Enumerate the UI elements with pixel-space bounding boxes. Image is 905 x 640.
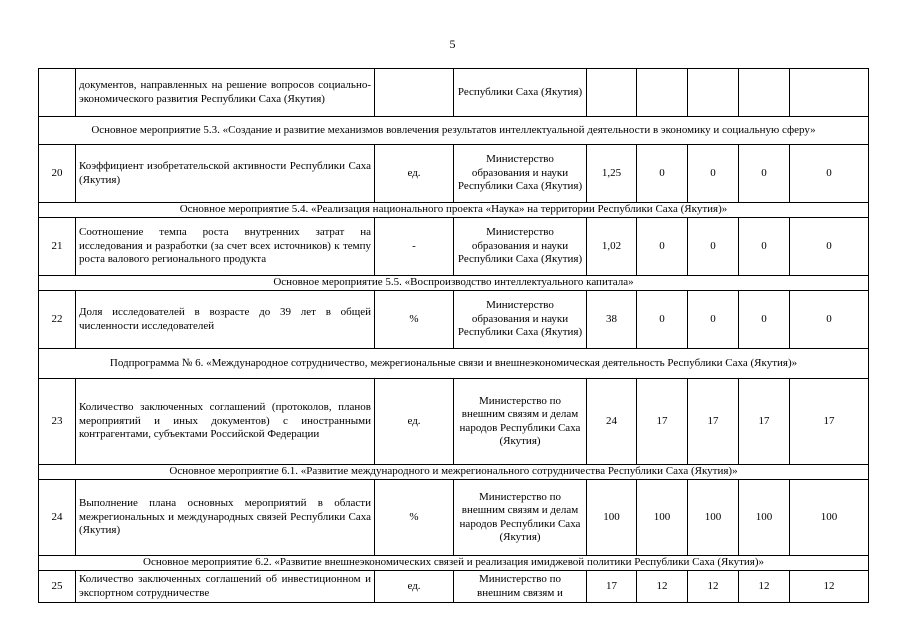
value-cell: 100 [790, 480, 869, 556]
value-cell: 0 [637, 291, 688, 349]
unit-cell: ед. [375, 571, 454, 603]
value-cell: 100 [739, 480, 790, 556]
section-header-row [39, 556, 869, 571]
row-number-cell: 24 [39, 480, 76, 556]
unit-cell: % [375, 480, 454, 556]
unit-cell [375, 69, 454, 117]
responsible-body-cell: Министерство по внешним связям и делам народов Республики Саха (Якутия) [454, 379, 587, 465]
value-cell [739, 69, 790, 117]
value-cell: 0 [688, 145, 739, 203]
section-title: Основное мероприятие 5.3. «Создание и развитие механизмов вовлечения результатов интеллектуальной деятельности в экономику и социальную сферу» [39, 117, 869, 145]
value-cell: 17 [637, 379, 688, 465]
value-cell: 17 [688, 379, 739, 465]
section-title: Основное мероприятие 5.5. «Воспроизводство интеллектуального капитала» [39, 276, 869, 291]
value-cell: 0 [688, 291, 739, 349]
value-cell: 12 [739, 571, 790, 603]
unit-cell: ед. [375, 145, 454, 203]
row-number-cell [39, 69, 76, 117]
responsible-body-cell: Республики Саха (Якутия) [454, 69, 587, 117]
value-cell: 24 [587, 379, 637, 465]
responsible-body-cell: Министерство по внешним связям и делам народов Республики Саха (Якутия) [454, 480, 587, 556]
row-number-cell: 20 [39, 145, 76, 203]
table-row [39, 480, 869, 556]
value-cell: 0 [637, 218, 688, 276]
section-header-row [39, 117, 869, 145]
value-cell: 1,02 [587, 218, 637, 276]
section-title: Подпрограмма № 6. «Международное сотрудничество, межрегиональные связи и внешнеэкономическая деятельность Республики Саха (Якутия)» [39, 349, 869, 379]
value-cell: 17 [587, 571, 637, 603]
indicators-table [38, 68, 869, 603]
unit-cell: ед. [375, 379, 454, 465]
section-header-row [39, 276, 869, 291]
responsible-body-cell: Министерство образования и науки Республики Саха (Якутия) [454, 291, 587, 349]
table-row [39, 379, 869, 465]
value-cell [637, 69, 688, 117]
value-cell: 0 [790, 145, 869, 203]
indicator-name-cell: Выполнение плана основных мероприятий в области межрегиональных и международных связей Республики Саха (Якутия) [76, 480, 375, 556]
value-cell [688, 69, 739, 117]
indicator-name-cell: документов, направленных на решение вопросов социально-экономического развития Республики Саха (Якутия) [76, 69, 375, 117]
section-header-row [39, 349, 869, 379]
unit-cell: - [375, 218, 454, 276]
indicator-name-cell: Коэффициент изобретательской активности Республики Саха (Якутия) [76, 145, 375, 203]
row-number-cell: 25 [39, 571, 76, 603]
value-cell: 1,25 [587, 145, 637, 203]
responsible-body-cell: Министерство по внешним связям и [454, 571, 587, 603]
table-row [39, 218, 869, 276]
table-row [39, 291, 869, 349]
table-row [39, 145, 869, 203]
row-number-cell: 21 [39, 218, 76, 276]
value-cell: 0 [739, 291, 790, 349]
value-cell: 100 [587, 480, 637, 556]
value-cell [790, 69, 869, 117]
responsible-body-cell: Министерство образования и науки Республики Саха (Якутия) [454, 218, 587, 276]
value-cell: 0 [739, 218, 790, 276]
value-cell: 17 [739, 379, 790, 465]
section-header-row [39, 203, 869, 218]
value-cell: 0 [790, 218, 869, 276]
value-cell: 38 [587, 291, 637, 349]
value-cell: 0 [637, 145, 688, 203]
value-cell: 12 [637, 571, 688, 603]
table-row [39, 571, 869, 603]
row-number-cell: 22 [39, 291, 76, 349]
table-row [39, 69, 869, 117]
value-cell: 0 [688, 218, 739, 276]
row-number-cell: 23 [39, 379, 76, 465]
value-cell: 100 [637, 480, 688, 556]
responsible-body-cell: Министерство образования и науки Республики Саха (Якутия) [454, 145, 587, 203]
value-cell: 17 [790, 379, 869, 465]
value-cell: 12 [790, 571, 869, 603]
value-cell: 0 [739, 145, 790, 203]
value-cell [587, 69, 637, 117]
page-number: 5 [449, 37, 456, 51]
value-cell: 100 [688, 480, 739, 556]
indicator-name-cell: Количество заключенных соглашений об инвестиционном и экспортном сотрудничестве [76, 571, 375, 603]
value-cell: 12 [688, 571, 739, 603]
indicator-name-cell: Доля исследователей в возрасте до 39 лет в общей численности исследователей [76, 291, 375, 349]
section-title: Основное мероприятие 6.2. «Развитие внешнеэкономических связей и реализация имиджевой политики Республики Саха (Якутия)» [39, 556, 869, 571]
unit-cell: % [375, 291, 454, 349]
section-title: Основное мероприятие 5.4. «Реализация национального проекта «Наука» на территории Республики Саха (Якутия)» [39, 203, 869, 218]
section-header-row [39, 465, 869, 480]
value-cell: 0 [790, 291, 869, 349]
indicator-name-cell: Соотношение темпа роста внутренних затрат на исследования и разработки (за счет всех источников) к темпу роста валового регионального продукта [76, 218, 375, 276]
section-title: Основное мероприятие 6.1. «Развитие международного и межрегионального сотрудничества Республики Саха (Якутия)» [39, 465, 869, 480]
indicator-name-cell: Количество заключенных соглашений (протоколов, планов мероприятий и иных документов) с иностранными контрагентами, субъектами Российской Федерации [76, 379, 375, 465]
